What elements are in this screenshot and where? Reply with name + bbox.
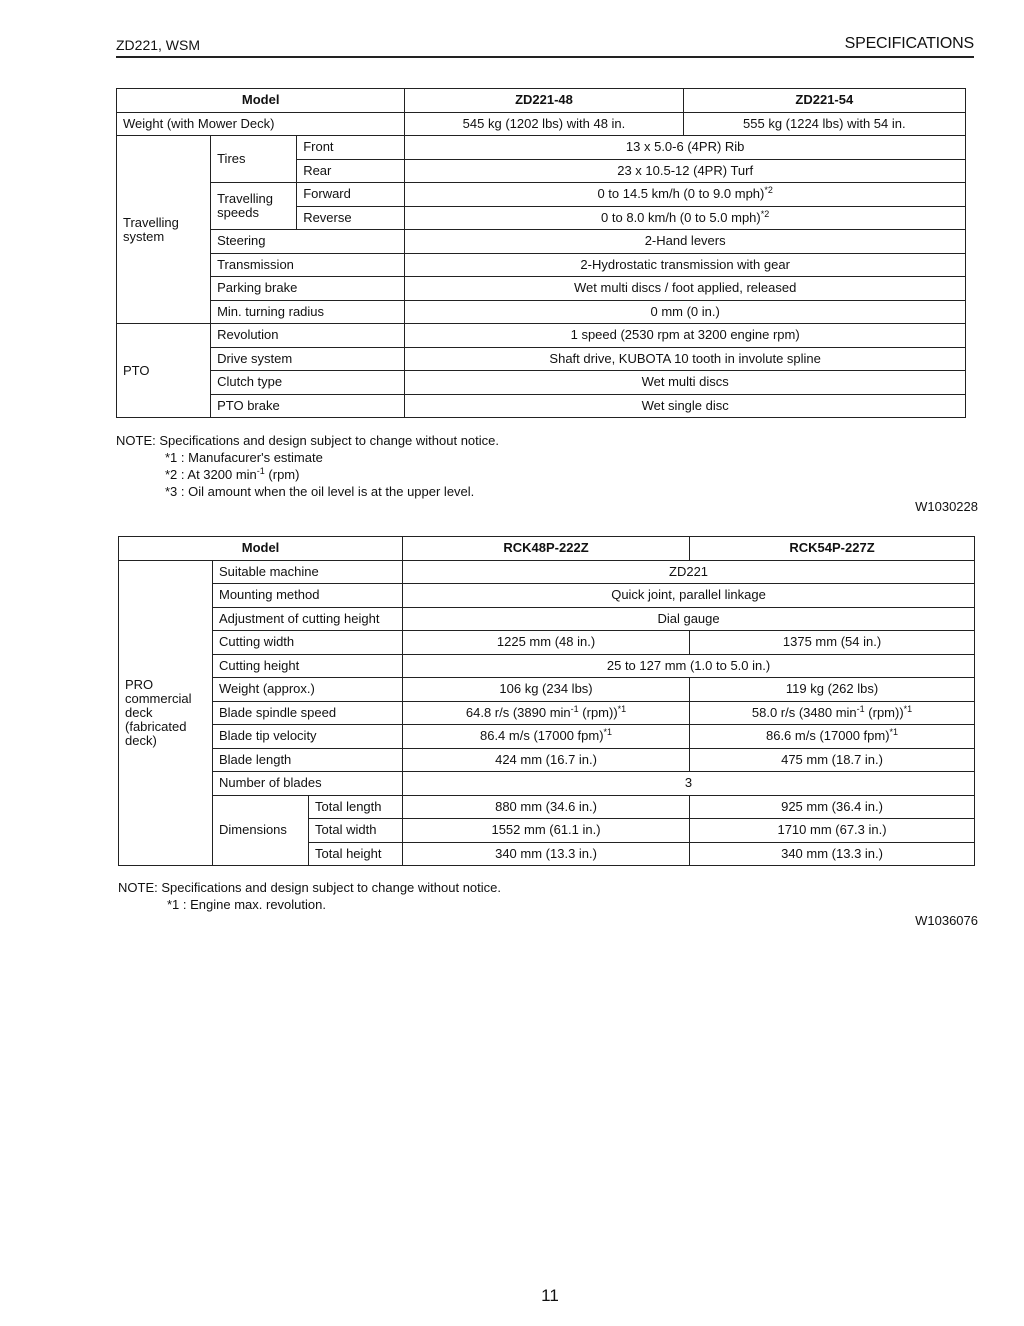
footnote-2: *2 : At 3200 $\min^{-1} (rpm)$ [165,466,300,482]
table-row [117,112,966,136]
cell-value: Quick joint, parallel linkage [403,584,975,608]
row-label: Front [297,136,405,160]
cell-value: 58.0 r/s (3480 $\min^{-1} (rpm))^{*1}$ [690,701,975,725]
cell-value: 64.8 r/s (3890 $\min^{-1} (rpm))^{*1}$ [403,701,690,725]
cell-value: 2-Hydrostatic transmission with gear [405,253,966,277]
model-header: Model [117,89,405,113]
row-label: Min. turning radius [211,300,405,324]
cell-value: Shaft drive, KUBOTA 10 tooth in involute spline [405,347,966,371]
row-label: Revolution [211,324,405,348]
table-row [119,772,975,796]
footnote-ref: *1 [603,727,613,738]
cell-value: 0 to 14.5 km/h (0 to 9.0 mph)$^{*2}$ [405,183,966,207]
table-row [119,795,975,819]
cell-value: 3 [403,772,975,796]
subgroup-label: Tires [211,136,297,183]
row-label: Steering [211,230,405,254]
notes-block-1 [116,432,499,500]
cell-value: 340 mm (13.3 in.) [403,842,690,866]
table-row [117,300,966,324]
row-label: PTO brake [211,394,405,418]
header-section-title: SPECIFICATIONS [844,35,974,52]
row-label: Blade tip velocity [213,725,403,749]
cell-value: 475 mm (18.7 in.) [690,748,975,772]
cell-value: 0 mm (0 in.) [405,300,966,324]
cell-value: 340 mm (13.3 in.) [690,842,975,866]
table-row [117,277,966,301]
cell-value: 25 to 127 mm (1.0 to 5.0 in.) [403,654,975,678]
row-label: Total length [309,795,403,819]
table-row [117,230,966,254]
row-label: Blade spindle speed [213,701,403,725]
row-label: Mounting method [213,584,403,608]
table-row [117,253,966,277]
cell-value: 0 to 8.0 km/h (0 to 5.0 mph)$^{*2}$ [405,206,966,230]
group-label: Travelling system [117,136,211,324]
cell-value: 86.6 m/s (17000 fpm)$^{*1}$ [690,725,975,749]
note-text: NOTE: Specifications and design subject to change without notice. [116,433,499,448]
row-label: Blade length [213,748,403,772]
cell-value: Dial gauge [403,607,975,631]
footnote-ref: *2 [764,185,773,196]
cell-value: 2-Hand levers [405,230,966,254]
group-label: PRO commercial deck (fabricated deck) [119,560,213,866]
row-label: Weight (approx.) [213,678,403,702]
row-label: Drive system [211,347,405,371]
note-text: NOTE: Specifications and design subject to change without notice. [118,880,501,895]
cell-value: 13 x 5.0-6 (4PR) Rib [405,136,966,160]
table-row [119,748,975,772]
table-row [117,394,966,418]
footnote-3: *3 : Oil amount when the oil level is at the upper level. [165,484,475,499]
footnote-1: *1 : Manufacurer's estimate [165,450,323,465]
section-code: W1036076 [915,913,978,928]
subgroup-label: Travelling speeds [211,183,297,230]
cell-value: 545 kg (1202 lbs) with 48 in. [405,112,683,136]
table-row [119,584,975,608]
footnote-1: *1 : Engine max. revolution. [167,897,326,912]
cell-value: 424 mm (16.7 in.) [403,748,690,772]
row-label: Adjustment of cutting height [213,607,403,631]
table-row [119,701,975,725]
table-row [117,371,966,395]
tractor-spec-table [116,88,966,418]
cell-value: ZD221 [403,560,975,584]
section-code: W1030228 [915,499,978,514]
row-label: Transmission [211,253,405,277]
footnote-ref: *1 [889,727,899,738]
footnote-ref: *1 [903,703,913,714]
row-label: Rear [297,159,405,183]
table-row [119,560,975,584]
notes-block-2 [118,879,501,913]
row-label: Total width [309,819,403,843]
model-col1-header: ZD221-48 [405,89,683,113]
table-row [117,324,966,348]
cell-value: 555 kg (1224 lbs) with 54 in. [683,112,965,136]
cell-value: 925 mm (36.4 in.) [690,795,975,819]
footnote-ref: *2 [760,208,770,219]
group-label: PTO [117,324,211,418]
mower-deck-spec-table [118,536,975,866]
model-col2-header: RCK54P-227Z [690,537,975,561]
cell-value: 1552 mm (61.1 in.) [403,819,690,843]
model-col1-header: RCK48P-222Z [403,537,690,561]
cell-value: 86.4 m/s (17000 fpm)$^{*1}$ [403,725,690,749]
table-row [119,654,975,678]
cell-value: 1225 mm (48 in.) [403,631,690,655]
cell-value: 1375 mm (54 in.) [690,631,975,655]
page-number: 11 [541,1286,559,1305]
cell-value: 1 speed (2530 rpm at 3200 engine rpm) [405,324,966,348]
cell-value: 880 mm (34.6 in.) [403,795,690,819]
row-label: Total height [309,842,403,866]
table-header-row [117,89,966,113]
row-label: Forward [297,183,405,207]
header-rule [116,56,974,58]
cell-value: Wet single disc [405,394,966,418]
cell-value: 106 kg (234 lbs) [403,678,690,702]
table-row [117,183,966,207]
table-header-row [119,537,975,561]
row-label: Suitable machine [213,560,403,584]
table-row [119,631,975,655]
row-label: Weight (with Mower Deck) [117,112,405,136]
row-label: Reverse [297,206,405,230]
cell-value: 23 x 10.5-12 (4PR) Turf [405,159,966,183]
subgroup-label: Dimensions [213,795,309,866]
table-row [119,678,975,702]
cell-value: 1710 mm (67.3 in.) [690,819,975,843]
cell-value: 119 kg (262 lbs) [690,678,975,702]
table-row [117,136,966,160]
header-document-id: ZD221, WSM [116,37,201,53]
row-label: Cutting width [213,631,403,655]
row-label: Parking brake [211,277,405,301]
row-label: Number of blades [213,772,403,796]
cell-value: Wet multi discs / foot applied, released [405,277,966,301]
model-col2-header: ZD221-54 [683,89,965,113]
row-label: Cutting height [213,654,403,678]
table-row [119,607,975,631]
table-row [117,347,966,371]
footnote-ref: *1 [617,703,627,714]
cell-value: Wet multi discs [405,371,966,395]
model-header: Model [119,537,403,561]
table-row [119,725,975,749]
row-label: Clutch type [211,371,405,395]
